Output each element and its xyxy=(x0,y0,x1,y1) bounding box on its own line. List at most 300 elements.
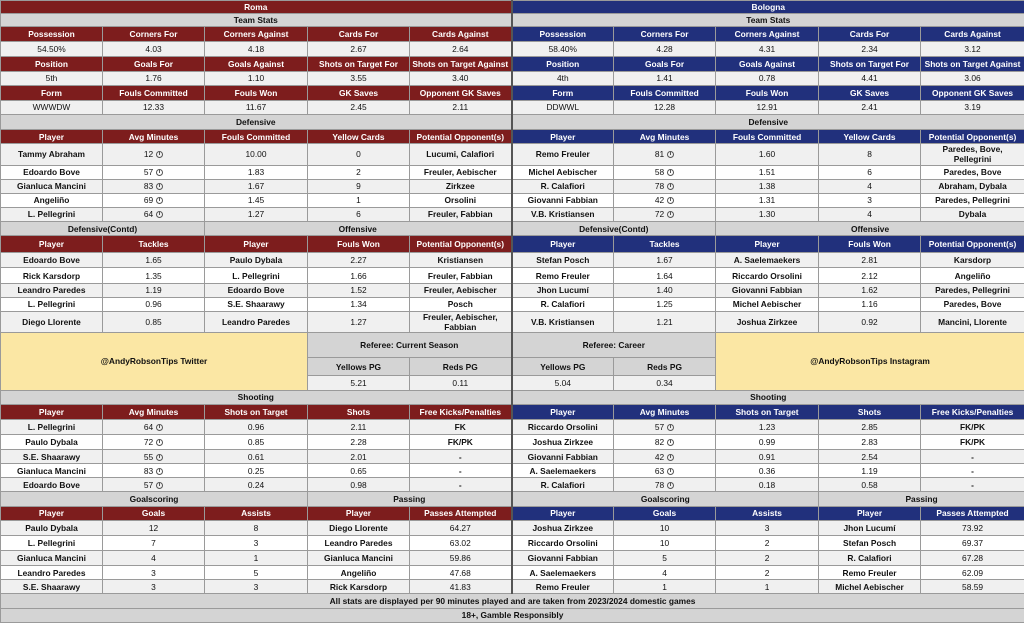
roma-assists-value-text: 1 xyxy=(253,553,259,564)
bologna-gk_saves xyxy=(819,100,921,114)
roma-position xyxy=(1,71,103,85)
defoff-row xyxy=(1,253,1024,268)
roma-shooting-sot-text: 0.85 xyxy=(247,437,265,448)
section-row xyxy=(1,492,1024,506)
header-goals-for-text: Goals For xyxy=(133,58,174,69)
roma-defensive-fouls xyxy=(205,165,308,179)
header-opp-gk-saves-text: Opponent GK Saves xyxy=(419,87,501,98)
header-player xyxy=(205,236,308,253)
roma-defensive-fouls-text: 1.45 xyxy=(247,195,265,206)
header-passing xyxy=(819,492,1024,506)
header-tackles xyxy=(614,236,716,253)
roma-shooting-sot-text: 0.61 xyxy=(247,451,265,462)
bologna-defensive-player-text: R. Calafiori xyxy=(540,181,585,192)
roma-shooting-shots xyxy=(308,434,410,449)
bologna-defensive-fouls-text: 1.30 xyxy=(758,209,776,220)
bologna-assists-value xyxy=(716,566,819,580)
defensive-row xyxy=(1,165,1024,179)
roma-offensive-fouls-won-text: 1.27 xyxy=(350,316,367,327)
roma-defensive-yellows xyxy=(308,165,410,179)
bologna-tackles-player-text: V.B. Kristiansen xyxy=(531,316,595,327)
bologna-passing-value-text: 58.59 xyxy=(962,581,984,592)
bologna-goals-value xyxy=(614,520,716,535)
bologna-shooting-fk xyxy=(921,419,1024,434)
bologna-goals-value-text: 10 xyxy=(659,522,670,533)
roma-shooting-player xyxy=(1,450,103,464)
header-corners-against xyxy=(205,27,308,42)
clock-icon xyxy=(667,424,674,431)
bologna-sot_for xyxy=(819,71,921,85)
roma-defensive-fouls-text: 10.00 xyxy=(245,149,267,160)
roma-offensive-fouls-won xyxy=(308,297,410,311)
roma-shooting-player-text: Paulo Dybala xyxy=(25,437,78,448)
bologna-defensive-yellows xyxy=(819,144,921,165)
shooting-row xyxy=(1,478,1024,492)
bologna-passing-player xyxy=(819,520,921,535)
bologna-assists-value xyxy=(716,535,819,550)
bologna-offensive-opponents-text: Paredes, Bove xyxy=(943,299,1002,310)
bologna-shooting-fk-text: - xyxy=(971,465,974,476)
bologna-passing-player xyxy=(819,551,921,566)
roma-shooting-player-text: L. Pellegrini xyxy=(27,421,76,432)
bologna-shooting-shots-text: 0.58 xyxy=(861,479,878,490)
bologna-goals-player xyxy=(512,566,614,580)
header-player xyxy=(1,506,103,520)
roma-tackles-player-text: L. Pellegrini xyxy=(27,299,76,310)
roma-offensive-fouls-won xyxy=(308,283,410,297)
bologna-shooting-fk xyxy=(921,464,1024,478)
roma-goals-player-text: Leandro Paredes xyxy=(17,567,86,578)
bologna-goals-player-text: Giovanni Fabbian xyxy=(527,553,598,564)
header-avg-minutes-text: Avg Minutes xyxy=(639,406,690,417)
header-opp-gk-saves xyxy=(410,85,512,100)
bologna-offensive-player xyxy=(716,253,819,268)
shooting-header-row xyxy=(1,404,1024,419)
roma-goals-player xyxy=(1,520,103,535)
bologna-passing-player-text: R. Calafiori xyxy=(847,553,892,564)
header-form-text: Form xyxy=(41,87,62,98)
roma-offensive-fouls-won-text: 1.34 xyxy=(350,299,367,310)
bologna-defensive-minutes xyxy=(614,165,716,179)
roma-cards_for xyxy=(308,42,410,56)
defensive-row xyxy=(1,207,1024,221)
roma-tackles-value-text: 0.96 xyxy=(145,299,162,310)
bologna-offensive-fouls-won-text: 2.81 xyxy=(861,255,878,266)
referee-yellows-label xyxy=(512,358,614,376)
roma-goals_for xyxy=(103,71,205,85)
bologna-tackles-value xyxy=(614,268,716,283)
bologna-fouls_committed xyxy=(614,100,716,114)
section-row xyxy=(1,222,1024,236)
roma-form-text: WWWDW xyxy=(32,102,71,113)
header-fouls-won xyxy=(205,85,308,100)
roma-goals-value-text: 3 xyxy=(151,567,156,578)
roma-cards_against-text: 2.64 xyxy=(452,43,469,54)
roma-shooting-fk-text: FK/PK xyxy=(447,437,473,448)
clock-icon xyxy=(156,211,163,218)
header-assists-text: Assists xyxy=(752,508,782,519)
roma-fouls_committed xyxy=(103,100,205,114)
bologna-offensive-opponents-text: Paredes, Pellegrini xyxy=(935,285,1011,296)
roma-shooting-fk-text: - xyxy=(458,451,462,462)
bologna-assists-value xyxy=(716,580,819,594)
header-potential-opponents xyxy=(410,236,512,253)
bologna-defensive-minutes xyxy=(614,179,716,193)
section-row xyxy=(1,14,1024,27)
roma-shooting-fk xyxy=(410,464,512,478)
clock-icon xyxy=(667,468,674,475)
bologna-tackles-value xyxy=(614,253,716,268)
referee-current-title xyxy=(308,333,512,358)
roma-defensive-minutes xyxy=(103,165,205,179)
bologna-goals_against xyxy=(716,71,819,85)
header-goals-text: Goals xyxy=(141,508,166,519)
bologna-offensive-opponents-text: Angeliño xyxy=(954,270,991,281)
bologna-defensive-minutes-text: 42 xyxy=(654,195,665,206)
roma-passing-value-text: 41.83 xyxy=(449,581,471,592)
header-player-text: Player xyxy=(550,406,576,417)
header-shots-text: Shots xyxy=(346,406,371,417)
bologna-tackles-player-text: Remo Freuler xyxy=(535,270,590,281)
bologna-tackles-value-text: 1.64 xyxy=(656,270,673,281)
roma-goals-value xyxy=(103,520,205,535)
header-gk-saves-text: GK Saves xyxy=(849,87,890,98)
header-corners-for xyxy=(614,27,716,42)
bologna-shooting-player xyxy=(512,464,614,478)
bologna-defensive-opponents xyxy=(921,193,1024,207)
bologna-fouls_committed-text: 12.28 xyxy=(654,102,676,113)
clock-icon xyxy=(667,151,674,158)
header-form xyxy=(512,85,614,100)
bologna-corners_against xyxy=(716,42,819,56)
roma-defensive-minutes-text: 83 xyxy=(143,181,154,192)
header-fouls-committed xyxy=(614,85,716,100)
roma-shooting-minutes-text: 55 xyxy=(143,451,154,462)
roma-form xyxy=(1,100,103,114)
roma-passing-value xyxy=(410,566,512,580)
bologna-passing-value xyxy=(921,535,1024,550)
roma-passing-player-text: Rick Karsdorp xyxy=(329,581,388,592)
header-player-text: Player xyxy=(550,131,576,142)
goals-passing-header-row xyxy=(1,506,1024,520)
roma-tackles-player xyxy=(1,283,103,297)
roma-shooting-player-text: S.E. Shaarawy xyxy=(22,451,81,462)
roma-shooting-shots-text: 0.98 xyxy=(350,479,367,490)
header-player-text: Player xyxy=(38,131,65,142)
clock-icon xyxy=(156,197,163,204)
clock-icon xyxy=(156,169,163,176)
header-defensive xyxy=(512,115,1024,130)
roma-shooting-player xyxy=(1,478,103,492)
header-player xyxy=(819,506,921,520)
bologna-corners_for xyxy=(614,42,716,56)
bologna-shooting-sot-text: 1.23 xyxy=(758,421,776,432)
bologna-passing-player-text: Stefan Posch xyxy=(843,537,897,548)
bologna-assists-value-text: 2 xyxy=(764,567,770,578)
clock-icon xyxy=(667,169,674,176)
referee-career-reds-text: 0.34 xyxy=(656,378,673,388)
roma-shooting-player xyxy=(1,434,103,449)
header-shots-on-target-against xyxy=(921,56,1024,71)
roma-goals-player-text: Paulo Dybala xyxy=(25,522,78,533)
bologna-shooting-player-text: A. Saelemaekers xyxy=(529,465,597,476)
bologna-goals-player xyxy=(512,551,614,566)
bologna-defensive-minutes xyxy=(614,144,716,165)
roma-offensive-opponents-text: Kristiansen xyxy=(437,255,484,266)
roma-offensive-player xyxy=(205,297,308,311)
team-name-bologna xyxy=(512,1,1024,14)
roma-offensive-player xyxy=(205,311,308,332)
clock-icon xyxy=(667,211,674,218)
bologna-defensive-player-text: Giovanni Fabbian xyxy=(527,195,598,206)
roma-offensive-opponents-text: Posch xyxy=(447,299,473,310)
roma-corners_for-text: 4.03 xyxy=(145,43,162,54)
header-corners-against-text: Corners Against xyxy=(223,29,289,40)
header-shots-on-target-for-text: Shots on Target For xyxy=(830,58,909,69)
roma-shooting-minutes xyxy=(103,478,205,492)
header-corners-against xyxy=(716,27,819,42)
bologna-goals-player-text: Riccardo Orsolini xyxy=(527,537,598,548)
roma-shooting-player-text: Edoardo Bove xyxy=(23,479,80,490)
team-name-roma-text: Roma xyxy=(244,2,268,13)
header-shots-text: Shots xyxy=(857,406,882,417)
bologna-shooting-fk-text: FK/PK xyxy=(959,421,986,432)
team-stats-value-row xyxy=(1,100,1024,114)
bologna-defensive-yellows xyxy=(819,193,921,207)
header-cards-for-text: Cards For xyxy=(849,29,890,40)
header-gk-saves xyxy=(308,85,410,100)
bologna-shooting-sot-text: 0.91 xyxy=(758,451,776,462)
header-player xyxy=(1,236,103,253)
bologna-defensive-opponents xyxy=(921,179,1024,193)
roma-goals-value xyxy=(103,535,205,550)
roma-assists-value xyxy=(205,535,308,550)
header-goals-against xyxy=(205,56,308,71)
header-fouls-won-text: Fouls Won xyxy=(848,239,891,250)
roma-tackles-value-text: 1.35 xyxy=(145,270,162,281)
header-passing-text: Passing xyxy=(393,494,426,505)
bologna-shooting-minutes xyxy=(614,478,716,492)
bologna-form-text: DDWWL xyxy=(546,102,580,113)
header-goals-for xyxy=(614,56,716,71)
header-shots-on-target-against-text: Shots on Target Against xyxy=(412,58,509,69)
roma-offensive-player xyxy=(205,283,308,297)
bologna-shooting-shots xyxy=(819,419,921,434)
bologna-shooting-sot xyxy=(716,478,819,492)
bologna-defensive-minutes xyxy=(614,207,716,221)
roma-tackles-value xyxy=(103,268,205,283)
roma-passing-value-text: 63.02 xyxy=(449,537,471,548)
roma-goals-player xyxy=(1,566,103,580)
roma-tackles-value xyxy=(103,297,205,311)
bologna-shooting-minutes xyxy=(614,450,716,464)
roma-goals-player xyxy=(1,580,103,594)
header-team-stats xyxy=(1,14,512,27)
bologna-offensive-fouls-won-text: 0.92 xyxy=(861,316,878,327)
header-avg-minutes-text: Avg Minutes xyxy=(128,406,179,417)
bologna-goals_for-text: 1.41 xyxy=(656,73,673,84)
header-passing xyxy=(308,492,512,506)
roma-defensive-fouls-text: 1.83 xyxy=(247,167,265,178)
roma-defensive-player xyxy=(1,207,103,221)
bologna-goals-value-text: 10 xyxy=(659,537,670,548)
roma-opp_gk_saves-text: 2.11 xyxy=(452,102,469,113)
header-shots-on-target-for xyxy=(819,56,921,71)
roma-shooting-shots xyxy=(308,450,410,464)
bologna-shooting-fk-text: - xyxy=(971,479,974,490)
roma-offensive-player-text: Paulo Dybala xyxy=(229,255,283,266)
roma-shooting-shots-text: 2.01 xyxy=(350,451,367,462)
roma-goals_for-text: 1.76 xyxy=(145,73,162,84)
roma-tackles-player xyxy=(1,297,103,311)
bologna-shooting-shots xyxy=(819,450,921,464)
header-team-stats-text: Team Stats xyxy=(746,15,791,26)
shooting-row xyxy=(1,464,1024,478)
header-passes-attempted-text: Passes Attempted xyxy=(424,508,497,519)
roma-defensive-minutes xyxy=(103,207,205,221)
clock-icon xyxy=(156,468,163,475)
roma-offensive-opponents-text: Freuler, Aebischer, Fabbian xyxy=(422,311,498,332)
roma-defensive-opponents xyxy=(410,193,512,207)
roma-goals-player-text: S.E. Shaarawy xyxy=(22,581,81,592)
bologna-passing-value xyxy=(921,551,1024,566)
roma-shooting-player xyxy=(1,464,103,478)
header-gk-saves-text: GK Saves xyxy=(338,87,379,98)
header-fouls-won-text: Fouls Won xyxy=(745,87,789,98)
header-defensive-contd xyxy=(1,222,205,236)
twitter-handle xyxy=(1,333,308,391)
header-corners-for-text: Corners For xyxy=(640,29,689,40)
referee-reds-label-text: Reds PG xyxy=(442,361,478,372)
roma-shooting-sot-text: 0.24 xyxy=(247,479,265,490)
roma-offensive-opponents xyxy=(410,311,512,332)
bologna-position-text: 4th xyxy=(556,73,569,84)
bologna-tackles-player xyxy=(512,268,614,283)
roma-offensive-fouls-won xyxy=(308,268,410,283)
referee-yellows-label xyxy=(308,358,410,376)
header-potential-opponents xyxy=(921,236,1024,253)
roma-shooting-shots-text: 2.28 xyxy=(350,437,367,448)
roma-defensive-opponents xyxy=(410,165,512,179)
bologna-shooting-sot xyxy=(716,419,819,434)
bologna-shooting-player xyxy=(512,419,614,434)
header-cards-for xyxy=(819,27,921,42)
bologna-tackles-value-text: 1.67 xyxy=(656,255,673,266)
roma-passing-player xyxy=(308,535,410,550)
header-potential-opponents-text: Potential Opponent(s) xyxy=(416,239,504,250)
roma-corners_for xyxy=(103,42,205,56)
roma-shooting-sot-text: 0.96 xyxy=(247,421,265,432)
bologna-defensive-player xyxy=(512,179,614,193)
roma-passing-value xyxy=(410,551,512,566)
header-player-text: Player xyxy=(243,239,269,250)
team-stats-header-row xyxy=(1,85,1024,100)
bologna-offensive-player xyxy=(716,283,819,297)
roma-cards_for-text: 2.67 xyxy=(350,43,367,54)
defensive-row xyxy=(1,179,1024,193)
bologna-offensive-player xyxy=(716,268,819,283)
bologna-passing-player-text: Jhon Lucumí xyxy=(843,522,896,533)
header-position xyxy=(1,56,103,71)
roma-tackles-player xyxy=(1,311,103,332)
bologna-goals-player-text: Remo Freuler xyxy=(535,581,590,592)
referee-current-yellows xyxy=(308,376,410,390)
bologna-shooting-player-text: Giovanni Fabbian xyxy=(527,451,598,462)
header-fouls-committed-text: Fouls Committed xyxy=(732,131,802,142)
roma-opp_gk_saves xyxy=(410,100,512,114)
roma-passing-player xyxy=(308,566,410,580)
clock-icon xyxy=(156,439,163,446)
roma-defensive-minutes-text: 69 xyxy=(143,195,154,206)
bologna-shooting-player xyxy=(512,478,614,492)
roma-offensive-opponents-text: Freuler, Aebischer xyxy=(423,285,497,296)
header-player-text: Player xyxy=(38,508,65,519)
bologna-goals-value xyxy=(614,566,716,580)
roma-goals-value-text: 12 xyxy=(148,522,159,533)
bologna-goals-value xyxy=(614,535,716,550)
roma-offensive-opponents xyxy=(410,283,512,297)
header-fouls-committed-text: Fouls Committed xyxy=(630,87,699,98)
referee-career-title xyxy=(512,333,716,358)
roma-goals-value xyxy=(103,551,205,566)
bologna-defensive-fouls-text: 1.51 xyxy=(758,167,776,178)
clock-icon xyxy=(156,424,163,431)
roma-defensive-player-text: Edoardo Bove xyxy=(23,167,80,178)
header-shots-on-target xyxy=(716,404,819,419)
header-potential-opponents-text: Potential Opponent(s) xyxy=(416,131,504,142)
roma-shooting-minutes xyxy=(103,450,205,464)
bologna-shooting-fk xyxy=(921,450,1024,464)
team-stats-value-row xyxy=(1,71,1024,85)
header-goalscoring-text: Goalscoring xyxy=(640,494,690,505)
roma-tackles-value-text: 1.65 xyxy=(145,255,162,266)
roma-defensive-opponents-text: Zirkzee xyxy=(445,181,475,192)
bologna-passing-value xyxy=(921,566,1024,580)
roma-defensive-minutes xyxy=(103,179,205,193)
roma-offensive-player xyxy=(205,268,308,283)
roma-passing-value xyxy=(410,520,512,535)
bologna-defensive-opponents-text: Abraham, Dybala xyxy=(938,181,1007,192)
gamble-note xyxy=(1,608,1024,622)
header-player xyxy=(512,236,614,253)
header-position-text: Position xyxy=(34,58,69,69)
header-goals-for-text: Goals For xyxy=(644,58,685,69)
roma-goals-player-text: L. Pellegrini xyxy=(27,537,76,548)
roma-defensive-player xyxy=(1,193,103,207)
header-player xyxy=(308,506,410,520)
header-yellow-cards-text: Yellow Cards xyxy=(843,131,896,142)
bologna-defensive-player-text: V.B. Kristiansen xyxy=(531,209,595,220)
goals-passing-row xyxy=(1,566,1024,580)
roma-shooting-minutes-text: 83 xyxy=(143,465,154,476)
roma-tackles-player xyxy=(1,253,103,268)
header-player xyxy=(1,130,103,144)
header-goalscoring xyxy=(1,492,308,506)
bologna-defensive-minutes-text: 78 xyxy=(654,181,665,192)
roma-offensive-player-text: Leandro Paredes xyxy=(222,316,290,327)
bologna-offensive-player-text: Joshua Zirkzee xyxy=(736,316,798,327)
bologna-offensive-opponents-text: Karsdorp xyxy=(953,255,992,266)
roma-defensive-player-text: Gianluca Mancini xyxy=(17,181,86,192)
team-stats-header-row xyxy=(1,56,1024,71)
roma-offensive-fouls-won-text: 1.66 xyxy=(350,270,367,281)
bologna-tackles-player-text: R. Calafiori xyxy=(540,299,585,310)
header-potential-opponents-text: Potential Opponent(s) xyxy=(928,131,1017,142)
bologna-shooting-shots-text: 2.54 xyxy=(861,451,878,462)
roma-assists-value xyxy=(205,520,308,535)
header-shots-on-target-for xyxy=(308,56,410,71)
bologna-offensive-fouls-won-text: 1.16 xyxy=(861,299,878,310)
